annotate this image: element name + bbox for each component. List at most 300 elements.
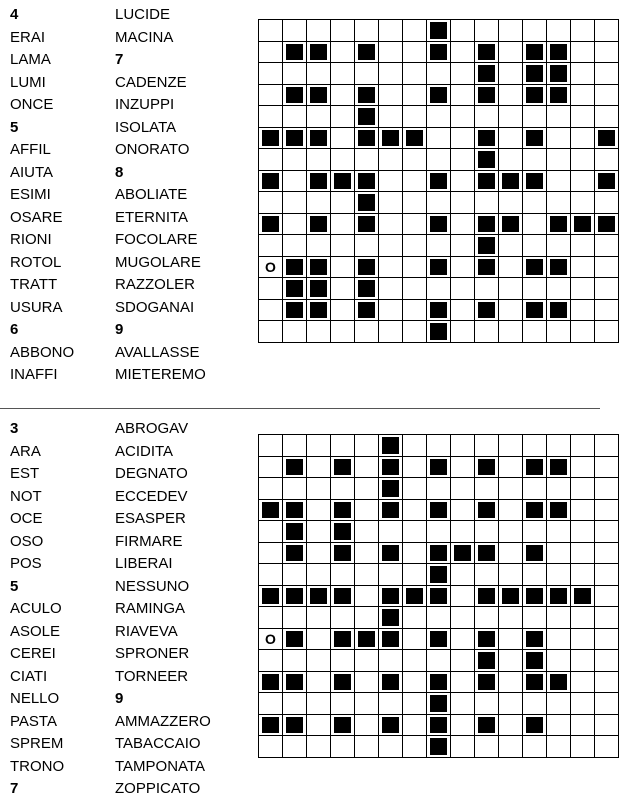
white-cell[interactable] [571, 736, 595, 758]
white-cell[interactable] [307, 456, 331, 478]
white-cell[interactable] [595, 456, 619, 478]
white-cell[interactable] [595, 192, 619, 214]
white-cell[interactable] [499, 278, 523, 300]
white-cell[interactable] [283, 213, 307, 235]
white-cell[interactable] [451, 63, 475, 85]
white-cell[interactable] [355, 478, 379, 500]
white-cell[interactable] [451, 564, 475, 586]
white-cell[interactable] [499, 628, 523, 650]
white-cell[interactable] [403, 499, 427, 521]
white-cell[interactable] [307, 671, 331, 693]
white-cell[interactable] [451, 192, 475, 214]
white-cell[interactable] [475, 607, 499, 629]
white-cell[interactable] [403, 607, 427, 629]
white-cell[interactable] [259, 435, 283, 457]
white-cell[interactable] [595, 321, 619, 343]
white-cell[interactable] [595, 20, 619, 42]
white-cell[interactable] [499, 693, 523, 715]
white-cell[interactable] [451, 456, 475, 478]
white-cell[interactable] [403, 63, 427, 85]
white-cell[interactable] [355, 321, 379, 343]
white-cell[interactable] [499, 714, 523, 736]
white-cell[interactable] [283, 235, 307, 257]
white-cell[interactable] [331, 299, 355, 321]
white-cell[interactable] [355, 63, 379, 85]
white-cell[interactable] [427, 607, 451, 629]
white-cell[interactable] [523, 192, 547, 214]
white-cell[interactable] [523, 564, 547, 586]
white-cell[interactable] [499, 299, 523, 321]
white-cell[interactable] [595, 256, 619, 278]
white-cell[interactable] [379, 192, 403, 214]
white-cell[interactable] [403, 278, 427, 300]
white-cell[interactable] [355, 499, 379, 521]
white-cell[interactable] [571, 170, 595, 192]
white-cell[interactable] [499, 564, 523, 586]
white-cell[interactable] [283, 650, 307, 672]
white-cell[interactable] [427, 63, 451, 85]
white-cell[interactable] [547, 693, 571, 715]
white-cell[interactable] [499, 127, 523, 149]
white-cell[interactable] [547, 650, 571, 672]
white-cell[interactable] [595, 628, 619, 650]
white-cell[interactable] [355, 435, 379, 457]
white-cell[interactable] [331, 127, 355, 149]
white-cell[interactable] [595, 693, 619, 715]
white-cell[interactable] [307, 564, 331, 586]
white-cell[interactable] [379, 521, 403, 543]
white-cell[interactable] [547, 628, 571, 650]
white-cell[interactable] [403, 435, 427, 457]
white-cell[interactable] [499, 499, 523, 521]
white-cell[interactable] [331, 564, 355, 586]
white-cell[interactable] [283, 736, 307, 758]
white-cell[interactable] [547, 235, 571, 257]
white-cell[interactable] [571, 542, 595, 564]
white-cell[interactable] [499, 435, 523, 457]
white-cell[interactable] [379, 736, 403, 758]
white-cell[interactable] [499, 736, 523, 758]
white-cell[interactable] [379, 650, 403, 672]
white-cell[interactable] [259, 478, 283, 500]
white-cell[interactable] [283, 693, 307, 715]
white-cell[interactable] [547, 714, 571, 736]
white-cell[interactable] [379, 235, 403, 257]
white-cell[interactable] [307, 435, 331, 457]
white-cell[interactable] [571, 478, 595, 500]
white-cell[interactable] [451, 714, 475, 736]
white-cell[interactable] [307, 321, 331, 343]
white-cell[interactable] [451, 170, 475, 192]
white-cell[interactable] [355, 456, 379, 478]
white-cell[interactable] [547, 149, 571, 171]
white-cell[interactable] [571, 671, 595, 693]
white-cell[interactable] [403, 628, 427, 650]
white-cell[interactable] [307, 628, 331, 650]
white-cell[interactable] [283, 20, 307, 42]
white-cell[interactable] [571, 41, 595, 63]
white-cell[interactable] [499, 20, 523, 42]
white-cell[interactable] [307, 478, 331, 500]
white-cell[interactable] [523, 20, 547, 42]
white-cell[interactable] [595, 63, 619, 85]
white-cell[interactable] [475, 478, 499, 500]
white-cell[interactable] [451, 213, 475, 235]
white-cell[interactable] [427, 278, 451, 300]
white-cell[interactable] [499, 63, 523, 85]
white-cell[interactable] [595, 149, 619, 171]
white-cell[interactable] [547, 192, 571, 214]
white-cell[interactable] [331, 235, 355, 257]
white-cell[interactable] [571, 192, 595, 214]
white-cell[interactable] [523, 693, 547, 715]
white-cell[interactable] [403, 650, 427, 672]
white-cell[interactable] [499, 321, 523, 343]
white-cell[interactable] [379, 299, 403, 321]
white-cell[interactable] [331, 435, 355, 457]
white-cell[interactable] [571, 299, 595, 321]
white-cell[interactable] [283, 564, 307, 586]
white-cell[interactable] [451, 256, 475, 278]
white-cell[interactable] [523, 435, 547, 457]
white-cell[interactable] [259, 542, 283, 564]
white-cell[interactable] [475, 192, 499, 214]
white-cell[interactable] [571, 106, 595, 128]
white-cell[interactable] [499, 456, 523, 478]
white-cell[interactable] [355, 564, 379, 586]
white-cell[interactable] [259, 321, 283, 343]
white-cell[interactable] [451, 127, 475, 149]
white-cell[interactable] [523, 736, 547, 758]
white-cell[interactable] [379, 170, 403, 192]
white-cell[interactable] [259, 607, 283, 629]
white-cell[interactable] [547, 607, 571, 629]
white-cell[interactable] [451, 650, 475, 672]
white-cell[interactable] [499, 149, 523, 171]
white-cell[interactable] [403, 149, 427, 171]
white-cell[interactable] [451, 585, 475, 607]
white-cell[interactable] [259, 20, 283, 42]
white-cell[interactable] [595, 650, 619, 672]
white-cell[interactable] [307, 521, 331, 543]
white-cell[interactable] [451, 693, 475, 715]
white-cell[interactable] [475, 564, 499, 586]
white-cell[interactable] [259, 256, 283, 278]
white-cell[interactable] [595, 714, 619, 736]
white-cell[interactable] [259, 149, 283, 171]
white-cell[interactable] [523, 321, 547, 343]
white-cell[interactable] [571, 714, 595, 736]
white-cell[interactable] [403, 299, 427, 321]
white-cell[interactable] [259, 693, 283, 715]
white-cell[interactable] [283, 607, 307, 629]
white-cell[interactable] [595, 478, 619, 500]
white-cell[interactable] [451, 106, 475, 128]
white-cell[interactable] [475, 278, 499, 300]
white-cell[interactable] [379, 106, 403, 128]
white-cell[interactable] [283, 435, 307, 457]
white-cell[interactable] [427, 650, 451, 672]
white-cell[interactable] [307, 607, 331, 629]
white-cell[interactable] [355, 607, 379, 629]
white-cell[interactable] [595, 84, 619, 106]
white-cell[interactable] [379, 278, 403, 300]
white-cell[interactable] [595, 41, 619, 63]
white-cell[interactable] [571, 84, 595, 106]
white-cell[interactable] [523, 213, 547, 235]
white-cell[interactable] [355, 149, 379, 171]
white-cell[interactable] [427, 235, 451, 257]
white-cell[interactable] [379, 693, 403, 715]
white-cell[interactable] [427, 521, 451, 543]
white-cell[interactable] [403, 213, 427, 235]
white-cell[interactable] [307, 63, 331, 85]
white-cell[interactable] [499, 542, 523, 564]
white-cell[interactable] [379, 256, 403, 278]
white-cell[interactable] [595, 564, 619, 586]
white-cell[interactable] [283, 321, 307, 343]
white-cell[interactable] [331, 256, 355, 278]
white-cell[interactable] [547, 170, 571, 192]
white-cell[interactable] [259, 564, 283, 586]
white-cell[interactable] [331, 41, 355, 63]
white-cell[interactable] [259, 106, 283, 128]
white-cell[interactable] [595, 435, 619, 457]
white-cell[interactable] [403, 84, 427, 106]
white-cell[interactable] [523, 478, 547, 500]
white-cell[interactable] [451, 149, 475, 171]
white-cell[interactable] [403, 693, 427, 715]
white-cell[interactable] [355, 585, 379, 607]
white-cell[interactable] [259, 63, 283, 85]
white-cell[interactable] [403, 521, 427, 543]
white-cell[interactable] [259, 84, 283, 106]
white-cell[interactable] [451, 20, 475, 42]
white-cell[interactable] [355, 671, 379, 693]
white-cell[interactable] [547, 521, 571, 543]
white-cell[interactable] [595, 106, 619, 128]
white-cell[interactable] [403, 564, 427, 586]
white-cell[interactable] [427, 149, 451, 171]
white-cell[interactable] [403, 321, 427, 343]
white-cell[interactable] [475, 321, 499, 343]
white-cell[interactable] [259, 299, 283, 321]
white-cell[interactable] [499, 106, 523, 128]
white-cell[interactable] [283, 478, 307, 500]
white-cell[interactable] [259, 650, 283, 672]
white-cell[interactable] [307, 192, 331, 214]
white-cell[interactable] [379, 149, 403, 171]
white-cell[interactable] [355, 235, 379, 257]
white-cell[interactable] [283, 149, 307, 171]
white-cell[interactable] [355, 542, 379, 564]
white-cell[interactable] [451, 299, 475, 321]
white-cell[interactable] [259, 521, 283, 543]
white-cell[interactable] [571, 63, 595, 85]
white-cell[interactable] [379, 20, 403, 42]
white-cell[interactable] [331, 192, 355, 214]
white-cell[interactable] [547, 278, 571, 300]
white-cell[interactable] [523, 106, 547, 128]
white-cell[interactable] [331, 278, 355, 300]
white-cell[interactable] [451, 278, 475, 300]
white-cell[interactable] [451, 235, 475, 257]
white-cell[interactable] [307, 542, 331, 564]
white-cell[interactable] [451, 84, 475, 106]
white-cell[interactable] [571, 456, 595, 478]
white-cell[interactable] [283, 63, 307, 85]
white-cell[interactable] [595, 278, 619, 300]
white-cell[interactable] [499, 256, 523, 278]
white-cell[interactable] [307, 714, 331, 736]
white-cell[interactable] [451, 321, 475, 343]
white-cell[interactable] [523, 521, 547, 543]
white-cell[interactable] [331, 650, 355, 672]
white-cell[interactable] [427, 106, 451, 128]
white-cell[interactable] [523, 278, 547, 300]
white-cell[interactable] [547, 736, 571, 758]
white-cell[interactable] [259, 192, 283, 214]
white-cell[interactable] [475, 106, 499, 128]
white-cell[interactable] [571, 435, 595, 457]
white-cell[interactable] [547, 127, 571, 149]
white-cell[interactable] [259, 235, 283, 257]
white-cell[interactable] [259, 628, 283, 650]
white-cell[interactable] [283, 106, 307, 128]
white-cell[interactable] [307, 736, 331, 758]
white-cell[interactable] [571, 256, 595, 278]
white-cell[interactable] [595, 235, 619, 257]
white-cell[interactable] [427, 478, 451, 500]
white-cell[interactable] [595, 542, 619, 564]
white-cell[interactable] [379, 321, 403, 343]
white-cell[interactable] [595, 607, 619, 629]
white-cell[interactable] [355, 736, 379, 758]
white-cell[interactable] [403, 235, 427, 257]
white-cell[interactable] [499, 521, 523, 543]
white-cell[interactable] [547, 435, 571, 457]
white-cell[interactable] [355, 650, 379, 672]
white-cell[interactable] [283, 170, 307, 192]
white-cell[interactable] [595, 299, 619, 321]
white-cell[interactable] [499, 192, 523, 214]
white-cell[interactable] [403, 542, 427, 564]
white-cell[interactable] [403, 106, 427, 128]
white-cell[interactable] [499, 235, 523, 257]
white-cell[interactable] [547, 106, 571, 128]
white-cell[interactable] [403, 671, 427, 693]
white-cell[interactable] [259, 456, 283, 478]
white-cell[interactable] [379, 84, 403, 106]
white-cell[interactable] [571, 149, 595, 171]
white-cell[interactable] [451, 671, 475, 693]
white-cell[interactable] [307, 499, 331, 521]
white-cell[interactable] [475, 693, 499, 715]
white-cell[interactable] [451, 41, 475, 63]
white-cell[interactable] [571, 499, 595, 521]
white-cell[interactable] [451, 628, 475, 650]
white-cell[interactable] [571, 564, 595, 586]
white-cell[interactable] [595, 499, 619, 521]
white-cell[interactable] [331, 20, 355, 42]
white-cell[interactable] [571, 607, 595, 629]
white-cell[interactable] [571, 20, 595, 42]
white-cell[interactable] [331, 607, 355, 629]
white-cell[interactable] [571, 521, 595, 543]
white-cell[interactable] [355, 693, 379, 715]
white-cell[interactable] [523, 607, 547, 629]
white-cell[interactable] [451, 478, 475, 500]
white-cell[interactable] [571, 628, 595, 650]
white-cell[interactable] [403, 192, 427, 214]
white-cell[interactable] [259, 41, 283, 63]
white-cell[interactable] [307, 149, 331, 171]
white-cell[interactable] [595, 671, 619, 693]
white-cell[interactable] [283, 192, 307, 214]
white-cell[interactable] [331, 84, 355, 106]
white-cell[interactable] [475, 521, 499, 543]
white-cell[interactable] [355, 714, 379, 736]
white-cell[interactable] [475, 736, 499, 758]
white-cell[interactable] [307, 235, 331, 257]
white-cell[interactable] [595, 585, 619, 607]
white-cell[interactable] [403, 170, 427, 192]
white-cell[interactable] [331, 63, 355, 85]
white-cell[interactable] [499, 478, 523, 500]
white-cell[interactable] [259, 278, 283, 300]
white-cell[interactable] [331, 478, 355, 500]
white-cell[interactable] [451, 499, 475, 521]
white-cell[interactable] [307, 20, 331, 42]
white-cell[interactable] [259, 736, 283, 758]
white-cell[interactable] [403, 714, 427, 736]
white-cell[interactable] [355, 20, 379, 42]
white-cell[interactable] [547, 564, 571, 586]
white-cell[interactable] [571, 693, 595, 715]
white-cell[interactable] [451, 736, 475, 758]
white-cell[interactable] [379, 41, 403, 63]
white-cell[interactable] [331, 149, 355, 171]
white-cell[interactable] [499, 650, 523, 672]
white-cell[interactable] [595, 736, 619, 758]
white-cell[interactable] [547, 20, 571, 42]
white-cell[interactable] [403, 456, 427, 478]
white-cell[interactable] [427, 435, 451, 457]
white-cell[interactable] [307, 693, 331, 715]
white-cell[interactable] [571, 235, 595, 257]
white-cell[interactable] [499, 607, 523, 629]
white-cell[interactable] [451, 521, 475, 543]
white-cell[interactable] [523, 235, 547, 257]
white-cell[interactable] [307, 650, 331, 672]
white-cell[interactable] [475, 20, 499, 42]
white-cell[interactable] [331, 693, 355, 715]
white-cell[interactable] [571, 650, 595, 672]
white-cell[interactable] [403, 256, 427, 278]
white-cell[interactable] [427, 192, 451, 214]
white-cell[interactable] [427, 127, 451, 149]
white-cell[interactable] [379, 564, 403, 586]
white-cell[interactable] [379, 213, 403, 235]
white-cell[interactable] [379, 63, 403, 85]
white-cell[interactable] [331, 213, 355, 235]
white-cell[interactable] [547, 478, 571, 500]
white-cell[interactable] [475, 435, 499, 457]
white-cell[interactable] [547, 542, 571, 564]
white-cell[interactable] [355, 521, 379, 543]
white-cell[interactable] [499, 41, 523, 63]
white-cell[interactable] [403, 41, 427, 63]
